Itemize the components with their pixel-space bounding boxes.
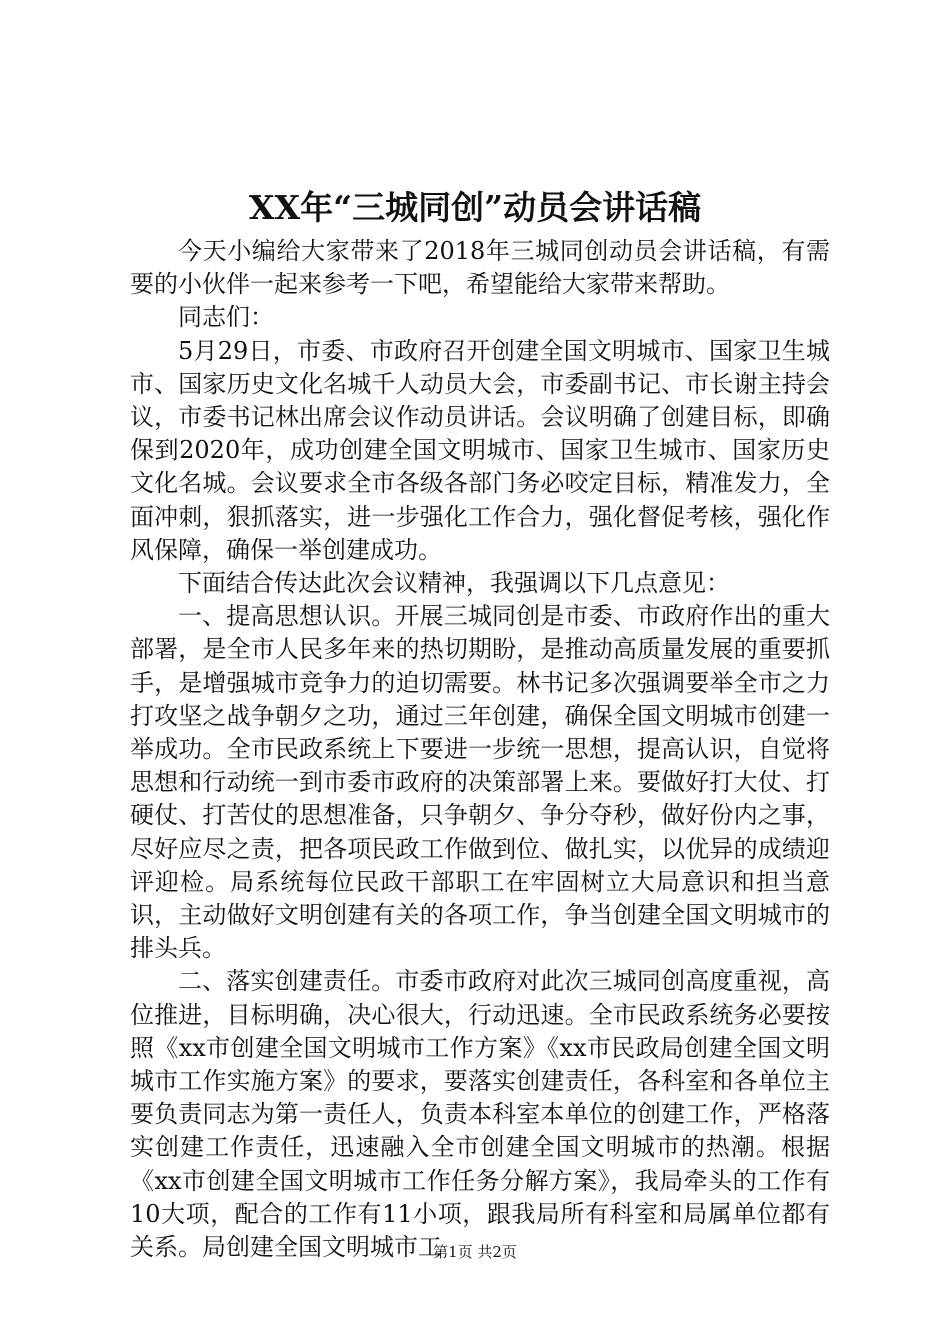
- paragraph-point-two: 二、落实创建责任。市委市政府对此次三城同创高度重视，高位推进，目标明确，决心很大，行动迅速。全市民政系统务必要按照《xx市创建全国文明城市工作方案》《xx市民政局创建全国文明城市工作实施方案》的要求，要落实创建责任，各科室和各单位主要负责同志为第一责任人，负责本科室本单位的创建工作，严格落实创建工作责任，迅速融入全市创建全国文明城市的热潮。根据《xx市创建全国文明城市工作任务分解方案》，我局牵头的工作有10大项，配合的工作有11小项，跟我局所有科室和局属单位都有关系。局创建全国文明城市工: [130, 967, 830, 1262]
- paragraph-meeting-summary: 5月29日，市委、市政府召开创建全国文明城市、国家卫生城市、国家历史文化名城千人动员大会，市委副书记、市长谢主持会议，市委书记林出席会议作动员讲话。会议明确了创建目标，即确保到2020年，成功创建全国文明城市、国家卫生城市、国家历史文化名城。会议要求全市各级各部门务必咬定目标，精准发力，全面冲刺，狠抓落实，进一步强化工作合力，强化督促考核，强化作风保障，确保一举创建成功。: [130, 336, 830, 564]
- paragraph-transition: 下面结合传达此次会议精神，我强调以下几点意见：: [178, 569, 730, 598]
- page-footer: 第1页 共2页: [433, 1243, 517, 1261]
- document-body: [130, 235, 830, 1264]
- paragraph-point-one: 一、提高思想认识。开展三城同创是市委、市政府作出的重大部署，是全市人民多年来的热切期盼，是推动高质量发展的重要抓手，是增强城市竞争力的迫切需要。林书记多次强调要举全市之力打攻坚之战争朝夕之功，通过三年创建，确保全国文明城市创建一举成功。全市民政系统上下要进一步统一思想，提高认识，自觉将思想和行动统一到市委市政府的决策部署上来。要做好打大仗、打硬仗、打苦仗的思想准备，只争朝夕、争分夺秒，做好份内之事，尽好应尽之责，把各项民政工作做到位、做扎实，以优异的成绩迎评迎检。局系统每位民政干部职工在牢固树立大局意识和担当意识，主动做好文明创建有关的各项工作，争当创建全国文明城市的排头兵。: [130, 602, 830, 963]
- paragraph-salutation: 同志们：: [178, 303, 274, 332]
- paragraph-intro: 今天小编给大家带来了2018年三城同创动员会讲话稿，有需要的小伙伴一起来参考一下吧，希望能给大家带来帮助。: [130, 237, 830, 299]
- document-title: XX年“三城同创”动员会讲话稿: [248, 188, 702, 227]
